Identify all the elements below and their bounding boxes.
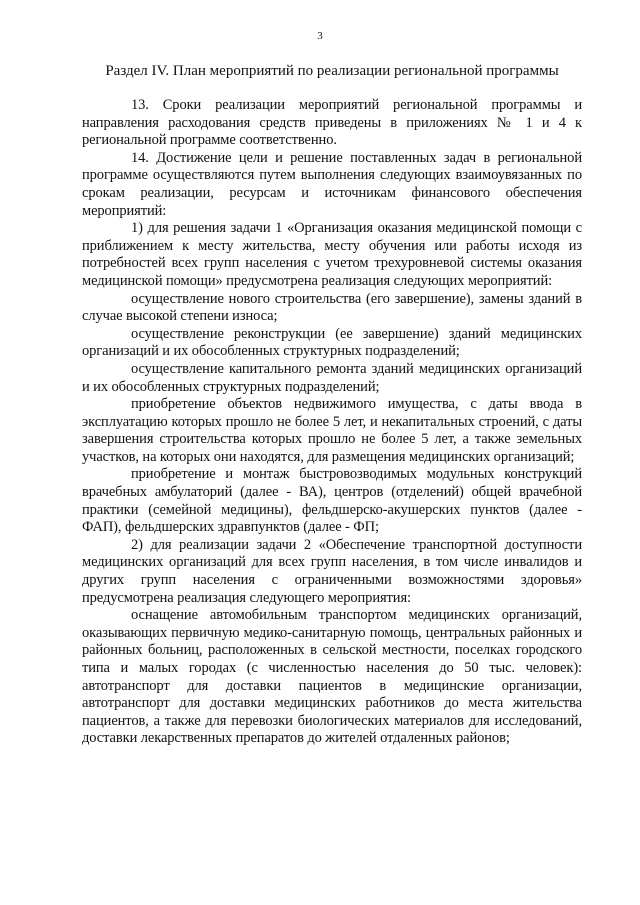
list-item-vehicle-equipment: оснащение автомобильным транспортом медицинских организаций, оказывающих первичную медико-санитарную помощь, центральных районных и районных больниц, расположенных в сельской местности, поселках городского типа и малых городах (с численностью населения до 50 тыс. человек): автотранспорт для доставки пациентов в медицинские организации, автотранспорт для доставки медицинских работников до места жительства пациентов, а также для перевозки биологических материалов для исследований, доставки лекарственных препаратов до жителей отдаленных районов; (82, 607, 582, 747)
list-item-new-construction: осуществление нового строительства (его завершение), замены зданий в случае высокой степени износа; (82, 290, 582, 325)
paragraph-task-2: 2) для реализации задачи 2 «Обеспечение транспортной доступности медицинских организаций для всех групп населения, в том числе инвалидов и других групп населения с ограниченными возможностями здоровья» предусмотрена реализация следующего мероприятия: (82, 536, 582, 606)
list-item-modular-constructions: приобретение и монтаж быстровозводимых модульных конструкций врачебных амбулаторий (далее - ВА), центров (отделений) общей врачебной практики (семейной медицины), фельдшерско-акушерских пунктов (далее - ФАП), фельдшерских здравпунктов (далее - ФП; (82, 466, 582, 536)
paragraph-13: 13. Сроки реализации мероприятий региональной программы и направления расходования средств приведены в приложениях № 1 и 4 к региональной программе соответственно. (82, 97, 582, 149)
document-body (82, 97, 582, 748)
list-item-capital-repair: осуществление капитального ремонта зданий медицинских организаций и их обособленных структурных подразделений; (82, 360, 582, 395)
paragraph-14: 14. Достижение цели и решение поставленных задач в региональной программе осуществляются путем выполнения следующих взаимоувязанных по срокам реализации, ресурсам и источникам финансового обеспечения мероприятий: (82, 149, 582, 219)
paragraph-task-1: 1) для решения задачи 1 «Организация оказания медицинской помощи с приближением к месту жительства, месту обучения или работы исходя из потребностей всех групп населения с учетом трехуровневой системы оказания медицинской помощи» предусмотрена реализация следующих мероприятий: (82, 220, 582, 289)
section-title: Раздел IV. План мероприятий по реализации региональной программы (105, 63, 559, 79)
page-number: 3 (317, 30, 323, 42)
list-item-reconstruction: осуществление реконструкции (ее завершение) зданий медицинских организаций и их обособленных структурных подразделений; (82, 325, 582, 360)
list-item-real-estate-acquisition: приобретение объектов недвижимого имущества, с даты ввода в эксплуатацию которых прошло не более 5 лет, и некапитальных строений, с даты завершения строительства которых прошло не более 5 лет, а также земельных участков, на которых они находятся, для размещения медицинских организаций; (82, 396, 582, 465)
